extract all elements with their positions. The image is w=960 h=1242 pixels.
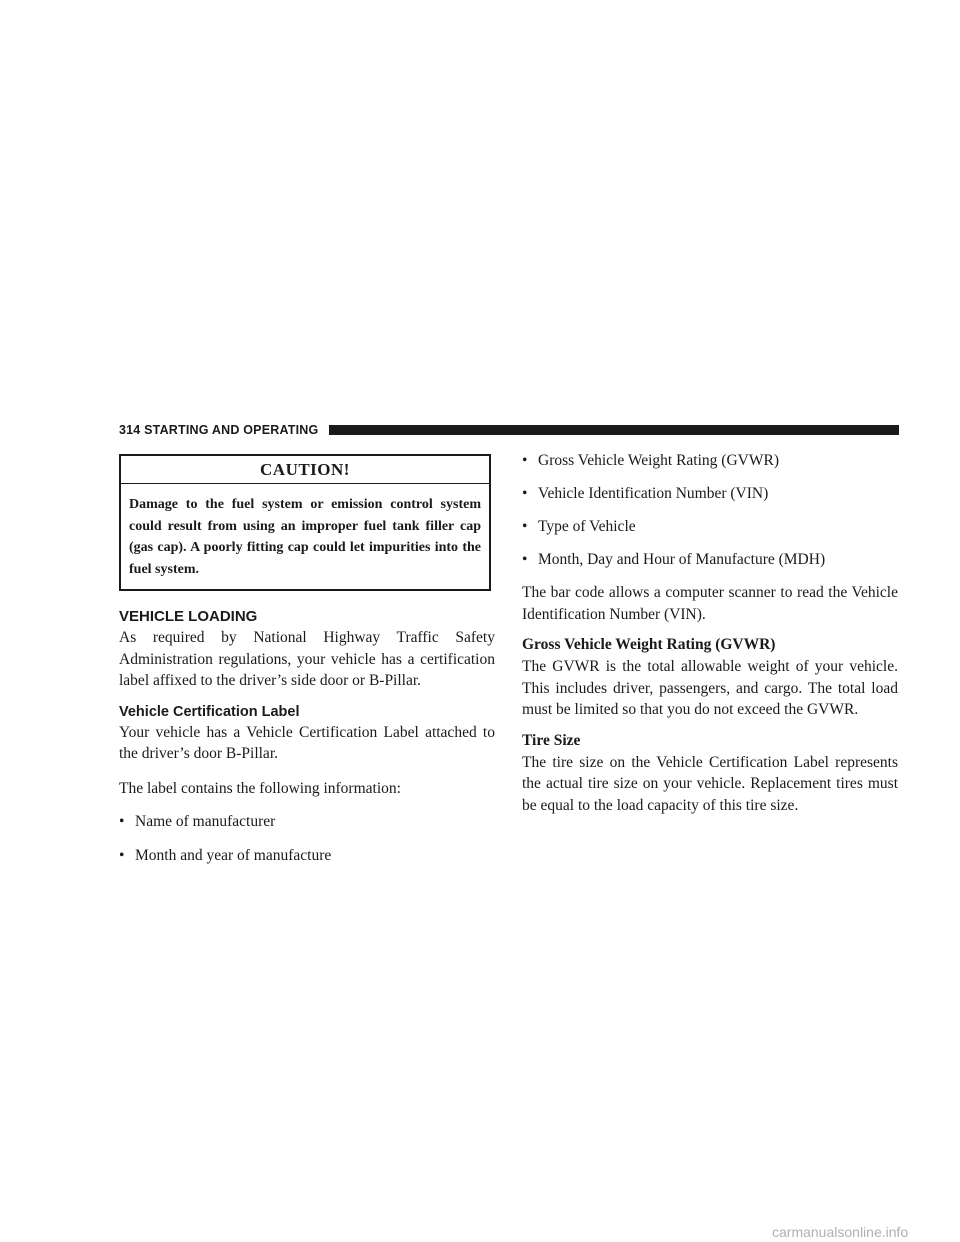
caution-body: Damage to the fuel system or emission control system could result from using an improper fuel tank filler cap (gas cap). A poorly fitting cap could let impurities into the fuel system. [129,497,481,577]
info-list-left [119,811,495,866]
vehicle-loading-heading: VEHICLE LOADING [119,608,258,625]
caution-title: CAUTION! [121,456,489,484]
tire-size-heading: Tire Size [522,731,581,749]
bullet-icon: • [522,452,528,469]
page-header [119,421,899,441]
bullet-icon: • [522,551,528,568]
gvwr-heading: Gross Vehicle Weight Rating (GVWR) [522,636,776,653]
list-item [522,516,898,538]
left-column [119,454,495,866]
page-number-section-title: 314 STARTING AND OPERATING [119,423,319,437]
list-item [522,483,898,505]
list-item [119,811,495,833]
list-item-text: Month and year of manufacture [135,846,332,864]
list-item [119,845,495,867]
list-item-text: Vehicle Identification Number (VIN) [538,485,769,502]
header-rule [329,425,899,435]
vehicle-loading-intro: As required by National Highway Traffic Safety Administration regulations, your vehicle has a certification label affixed to the driver’s side door or B-Pillar. [119,629,495,689]
certification-label-paragraph: Your vehicle has a Vehicle Certification Label attached to the driver’s door B-Pillar. [119,723,495,762]
list-item-text: Gross Vehicle Weight Rating (GVWR) [538,452,779,469]
barcode-paragraph: The bar code allows a computer scanner to read the Vehicle Identification Number (VIN). [522,584,898,623]
list-item-text: Month, Day and Hour of Manufacture (MDH) [538,551,826,568]
list-item [522,450,898,472]
info-list-right [522,450,898,571]
list-item-text: Name of manufacturer [135,813,276,830]
gvwr-paragraph: The GVWR is the total allowable weight of your vehicle. This includes driver, passengers, and cargo. The total load must be limited so that you do not exceed the GVWR. [522,658,898,718]
list-item [522,549,898,571]
caution-box [119,454,491,591]
certification-label-heading: Vehicle Certification Label [119,703,300,720]
label-contents-intro: The label contains the following information: [119,779,401,797]
bullet-icon: • [522,518,528,535]
bullet-icon: • [522,485,528,502]
list-item-text: Type of Vehicle [538,518,636,535]
tire-size-paragraph: The tire size on the Vehicle Certification Label represents the actual tire size on your vehicle. Replacement tires must be equal to the load capacity of this tire size. [522,753,898,814]
right-column [522,450,898,816]
footer-watermark: carmanualsonline.info [772,1224,909,1240]
bullet-icon: • [119,813,125,830]
bullet-icon: • [119,846,125,864]
